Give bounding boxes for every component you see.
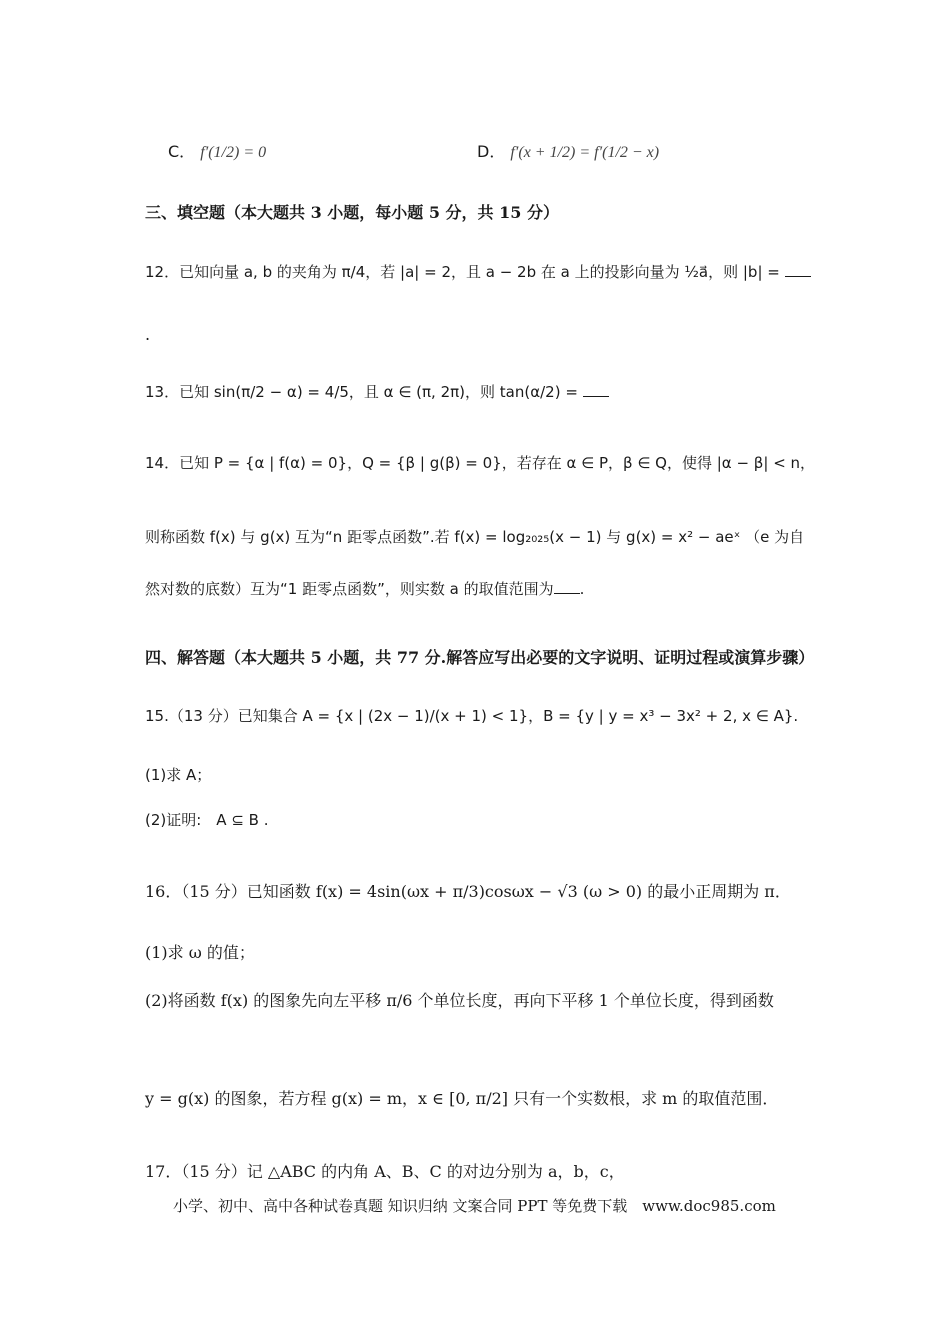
question-16-part-2-line-1: (2)将函数 f(x) 的图象先向左平移 π/6 个单位长度，再向下平移 1 个单位长度，得到函数 — [145, 991, 774, 1010]
question-17-stem: 17．（15 分）记 △ABC 的内角 A、B、C 的对边分别为 a，b，c， — [145, 1162, 625, 1181]
question-13-text: 13．已知 sin(π/2 − α) = 4/5，且 α ∈ (π, 2π)，则 tan(α/2) = — [145, 383, 583, 401]
option-d — [477, 142, 659, 163]
question-12-trailing-dot: . — [145, 325, 151, 344]
question-15-stem: 15.（13 分）已知集合 A = {x | (2x − 1)/(x + 1) < 1}，B = {y | y = x³ − 3x² + 2, x ∈ A}. — [145, 707, 799, 725]
option-c-formula: f′(1/2) = 0 — [200, 144, 267, 161]
option-c-label: C． — [168, 142, 196, 161]
answer-blank-14 — [554, 579, 580, 594]
footer-text: 小学、初中、高中各种试卷真题 知识归纳 文案合同 PPT 等免费下载 www.doc985.com — [173, 1197, 776, 1215]
question-14-line-3-text: 然对数的底数）互为“1 距零点函数”，则实数 a 的取值范围为 — [145, 580, 554, 598]
question-16-part-2-line-2: y = g(x) 的图象，若方程 g(x) = m，x ∈ [0, π/2] 只有一个实数根，求 m 的取值范围． — [145, 1089, 779, 1108]
question-14-line-1: 14．已知 P = {α | f(α) = 0}，Q = {β | g(β) = 0}，若存在 α ∈ P，β ∈ Q，使得 |α − β| < n， — [145, 454, 816, 472]
option-c — [168, 142, 266, 163]
question-12-text: 12．已知向量 a, b 的夹角为 π/4，若 |a| = 2，且 a − 2b 在 a 上的投影向量为 ½a⃗，则 |b| = — [145, 263, 785, 281]
question-16-part-1: (1)求 ω 的值； — [145, 943, 255, 962]
section-4-heading: 四、解答题（本大题共 5 小题，共 77 分.解答应写出必要的文字说明、证明过程或演算步骤） — [145, 648, 815, 667]
question-13 — [145, 382, 609, 402]
question-12 — [145, 262, 811, 282]
option-d-formula: f′(x + 1/2) = f′(1/2 − x) — [510, 144, 660, 161]
answer-blank-13 — [583, 382, 609, 397]
question-15-part-1: (1)求 A； — [145, 766, 212, 784]
question-14-line-3 — [145, 579, 584, 599]
question-15-part-2: (2)证明: A ⊆ B . — [145, 811, 269, 829]
question-16-stem: 16．（15 分）已知函数 f(x) = 4sin(ωx + π/3)cosωx − √3 (ω > 0) 的最小正周期为 π． — [145, 882, 791, 901]
question-14-end: . — [579, 580, 585, 598]
question-14-line-2: 则称函数 f(x) 与 g(x) 互为“n 距零点函数”.若 f(x) = log₂₀₂₅(x − 1) 与 g(x) = x² − aeˣ （e 为自 — [145, 528, 805, 546]
option-d-label: D． — [477, 142, 506, 161]
answer-blank-12 — [785, 262, 811, 277]
section-3-heading: 三、填空题（本大题共 3 小题，每小题 5 分，共 15 分） — [145, 203, 559, 222]
